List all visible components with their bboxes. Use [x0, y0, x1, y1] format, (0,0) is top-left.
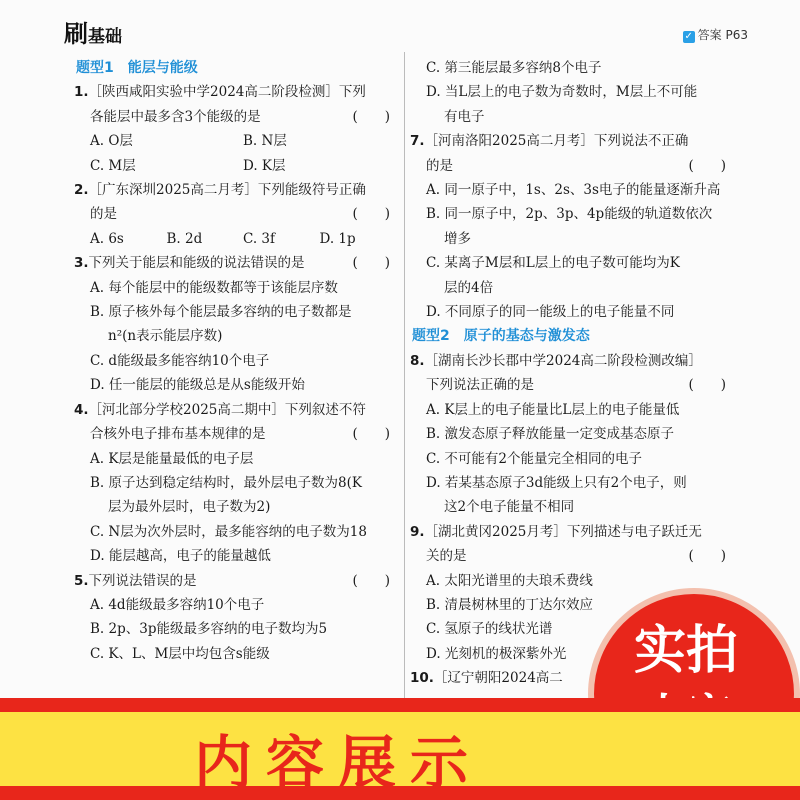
option-b: B. 激发态原子释放能量一定变成基态原子 — [426, 426, 675, 443]
option-b: B. 原子核外每个能层最多容纳的电子数都是 — [90, 304, 352, 321]
question-text-cont: 合核外电子排布基本规律的是 — [90, 426, 266, 443]
option-a: A. 同一原子中，1s、2s、3s电子的能量逐渐升高 — [426, 182, 721, 199]
option-d: D. K层 — [243, 157, 286, 174]
answer-blank: ( ) — [688, 157, 726, 174]
question-text: ［湖北黄冈2025月考］下列描述与电子跃迁无 — [424, 523, 702, 540]
option-d-cont: 有电子 — [444, 108, 485, 125]
option-c: C. K、L、M层中均包含s能级 — [90, 645, 270, 662]
question-text: 下列关于能层和能级的说法错误的是 — [88, 255, 305, 272]
question-8 — [412, 349, 732, 520]
option-a: A. O层 — [90, 133, 133, 150]
answer-label: 答案 P63 — [697, 28, 748, 42]
option-a: A. 太阳光谱里的夫琅禾费线 — [426, 572, 593, 589]
option-d: D. 1p — [319, 230, 356, 247]
question-text: ［陕西咸阳实验中学2024高二阶段检测］下列 — [88, 84, 366, 101]
logo — [64, 14, 122, 49]
option-c: C. 不可能有2个能量完全相同的电子 — [426, 450, 643, 467]
answer-blank: ( ) — [688, 377, 726, 394]
question-text-cont: 的是 — [90, 206, 117, 223]
option-c: C. M层 — [90, 157, 136, 174]
option-b-cont: 增多 — [444, 230, 471, 247]
answer-reference — [683, 26, 748, 43]
option-b: B. N层 — [243, 133, 287, 150]
option-c-cont: 层的4倍 — [444, 279, 494, 296]
question-text: 下列说法错误的是 — [88, 572, 197, 589]
stamp-line-1: 实拍 — [633, 621, 738, 681]
question-number: 9. — [410, 523, 425, 540]
question-text-cont: 关的是 — [426, 548, 467, 565]
logo-main: 刷 — [64, 20, 88, 48]
question-3 — [76, 251, 396, 397]
question-number: 10. — [410, 670, 434, 687]
answer-blank: ( ) — [352, 108, 390, 125]
answer-blank: ( ) — [352, 572, 390, 589]
option-a: A. 6s — [90, 230, 124, 247]
option-b: B. 清晨树林里的丁达尔效应 — [426, 596, 594, 613]
option-b: B. 2d — [166, 230, 203, 247]
answer-blank: ( ) — [352, 255, 390, 272]
question-number: 7. — [410, 133, 425, 150]
option-d: D. 若某基态原子3d能级上只有2个电子，则 — [426, 474, 687, 491]
question-text-cont: 下列说法正确的是 — [426, 377, 534, 394]
answer-blank: ( ) — [352, 206, 390, 223]
section-title-2: 题型2 原子的基态与激发态 — [412, 328, 590, 345]
question-7 — [412, 129, 732, 324]
option-b: B. 原子达到稳定结构时，最外层电子数为8(K — [90, 474, 362, 491]
option-a: A. 每个能层中的能级数都等于该能层序数 — [90, 279, 338, 296]
logo-sub: 基础 — [88, 27, 122, 47]
question-5 — [76, 569, 396, 667]
question-text: ［湖南长沙长郡中学2024高二阶段检测改编］ — [424, 352, 702, 369]
option-c: C. 3f — [243, 230, 276, 247]
option-d: D. 光刻机的极深紫外光 — [426, 645, 567, 662]
question-number: 4. — [74, 401, 89, 418]
banner-inner — [0, 712, 800, 797]
question-number: 5. — [74, 572, 89, 589]
option-a: A. K层上的电子能量比L层上的电子能量低 — [426, 401, 680, 418]
option-c: C. N层为次外层时，最多能容纳的电子数为18 — [90, 523, 367, 540]
option-b: B. 2p、3p能级最多容纳的电子数均为5 — [90, 621, 328, 638]
question-text-cont: 的是 — [426, 157, 453, 174]
question-text: ［辽宁朝阳2024高二 — [433, 670, 563, 687]
option-c: C. 某离子M层和L层上的电子数可能均为K — [426, 255, 680, 272]
question-text: ［河南洛阳2025高二月考］下列说法不正确 — [424, 133, 689, 150]
option-c: C. 第三能层最多容纳8个电子 — [426, 60, 602, 76]
option-d: D. 不同原子的同一能级上的电子能量不同 — [426, 304, 675, 321]
question-4 — [76, 398, 396, 569]
option-b: B. 同一原子中，2p、3p、4p能级的轨道数依次 — [426, 206, 713, 223]
column-divider — [404, 52, 405, 702]
question-text: ［广东深圳2025高二月考］下列能级符号正确 — [88, 182, 366, 199]
promo-banner — [0, 698, 800, 800]
option-c: C. 氢原子的线状光谱 — [426, 621, 553, 638]
option-d: D. 当L层上的电子数为奇数时，M层上不可能 — [426, 84, 698, 101]
option-c: C. d能级最多能容纳10个电子 — [90, 352, 270, 369]
question-number: 3. — [74, 255, 89, 272]
check-icon: ✓ — [684, 31, 693, 42]
question-text: ［河北部分学校2025高二期中］下列叙述不符 — [88, 401, 366, 418]
question-number: 2. — [74, 182, 89, 199]
option-d: D. 能层越高，电子的能量越低 — [90, 548, 271, 565]
answer-blank: ( ) — [352, 426, 390, 443]
answer-blank: ( ) — [688, 548, 726, 565]
question-number: 1. — [74, 84, 89, 101]
question-text-cont: 各能层中最多含3个能级的是 — [90, 108, 261, 125]
question-number: 8. — [410, 352, 425, 369]
option-a: A. 4d能级最多容纳10个电子 — [90, 596, 265, 613]
question-2 — [76, 178, 396, 251]
option-b-cont: 层为最外层时，电子数为2) — [108, 499, 271, 516]
option-b-cont: n²(n表示能层序数) — [108, 328, 223, 345]
option-a: A. K层是能量最低的电子层 — [90, 450, 254, 467]
banner-text: 内容展示 — [194, 729, 483, 797]
option-d-cont: 这2个电子能量不相同 — [444, 499, 575, 516]
option-d: D. 任一能层的能级总是从s能级开始 — [90, 377, 305, 394]
section-title-1: 题型1 能层与能级 — [76, 60, 198, 76]
question-1 — [76, 80, 396, 178]
left-column — [76, 56, 396, 666]
